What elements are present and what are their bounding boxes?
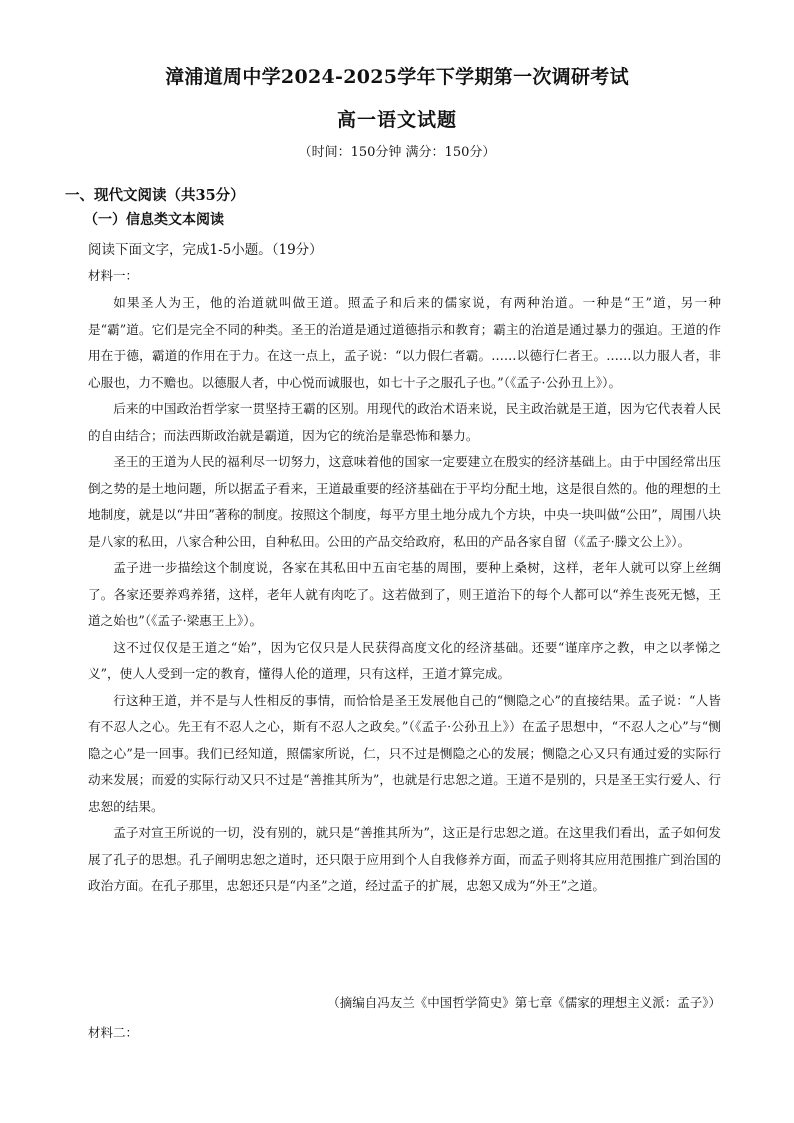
paragraph: 孟子对宣王所说的一切，没有别的，就只是“善推其所为”，这正是行忠恕之道。在这里我们看出，孟子如何发展了孔子的思想。孔子阐明忠恕之道时，还只限于应用到个人自我修养方面，而孟子则将其应用范围推广到治国的政治方面。在孔子那里，忠恕还只是“内圣”之道，经过孟子的扩展，忠恕又成为“外王”之道。: [88, 825, 721, 893]
time-and-score-info: （时间：150分钟 满分：150分）: [298, 145, 496, 160]
paragraph: 后来的中国政治哲学家一贯坚持王霸的区别。用现代的政治术语来说，民主政治就是王道，因为它代表着人民的自由结合；而法西斯政治就是霸道，因为它的统治是靠恐怖和暴力。: [88, 401, 721, 443]
exam-title: 漳浦道周中学2024-2025学年下学期第一次调研考试: [165, 66, 629, 88]
material-one-source: （摘编自冯友兰《中国哲学简史》第七章《儒家的理想主义派：孟子》）: [327, 995, 721, 1010]
exam-subtitle: 高一语文试题: [336, 109, 457, 131]
paragraph: 圣王的王道为人民的福利尽一切努力，这意味着他的国家一定要建立在殷实的经济基础上。由于中国经常出压倒之势的是土地问题，所以据孟子看来，王道最重要的经济基础在于平均分配土地，这是很自然的。他的理想的土地制度，就是以“井田”著称的制度。按照这个制度，每平方里土地分成九个方块，中央一块叫做“公田”，周围八块是八家的私田，八家合种公田，自种私田。公田的产品交给政府，私田的产品各家自留（《孟子·滕文公上》）。: [88, 454, 721, 549]
subsection-heading: （一）信息类文本阅读: [84, 212, 224, 228]
paragraph: 这不过仅仅是王道之“始”，因为它仅只是人民获得高度文化的经济基础。还要“谨庠序之教，申之以孝悌之义”，使人人受到一定的教育，懂得人伦的道理，只有这样，王道才算完成。: [88, 639, 721, 681]
section-heading: 一、现代文阅读（共35分）: [65, 187, 245, 204]
paragraph: 孟子进一步描绘这个制度说，各家在其私田中五亩宅基的周围，要种上桑树，这样，老年人就可以穿上丝绸了。各家还要养鸡养猪，这样，老年人就有肉吃了。这若做到了，则王道治下的每个人都可以“养生丧死无憾，王道之始也”（《孟子·梁惠王上》）。: [88, 560, 721, 628]
material-one-body: [88, 290, 721, 900]
paragraph: 如果圣人为王，他的治道就叫做王道。照孟子和后来的儒家说，有两种治道。一种是“王”道，另一种是“霸”道。它们是完全不同的种类。圣王的治道是通过道德指示和教育；霸主的治道是通过暴力的强迫。王道的作用在于德，霸道的作用在于力。在这一点上，孟子说：“以力假仁者霸。……以德行仁者王。……以力服人者，非心服也，力不赡也。以德服人者，中心悦而诚服也，如七十子之服孔子也。”（《孟子·公孙丑上》）。: [88, 295, 721, 390]
paragraph: 行这种王道，并不是与人性相反的事情，而恰恰是圣王发展他自己的“恻隐之心”的直接结果。孟子说：“人皆有不忍人之心。先王有不忍人之心，斯有不忍人之政矣。”（《孟子·公孙丑上》）在孟子思想中，“不忍人之心”与“恻隐之心”是一回事。我们已经知道，照儒家所说，仁，只不过是恻隐之心的发展；恻隐之心又只有通过爱的实际行动来发展；而爱的实际行动又只不过是“善推其所为”，也就是行忠恕之道。王道不是别的，只是圣王实行爱人、行忠恕的结果。: [88, 692, 721, 814]
material-two-label: 材料二：: [88, 1025, 139, 1040]
reading-instruction: 阅读下面文字，完成1-5小题。（19分）: [88, 242, 323, 258]
material-one-label: 材料一：: [88, 268, 139, 283]
